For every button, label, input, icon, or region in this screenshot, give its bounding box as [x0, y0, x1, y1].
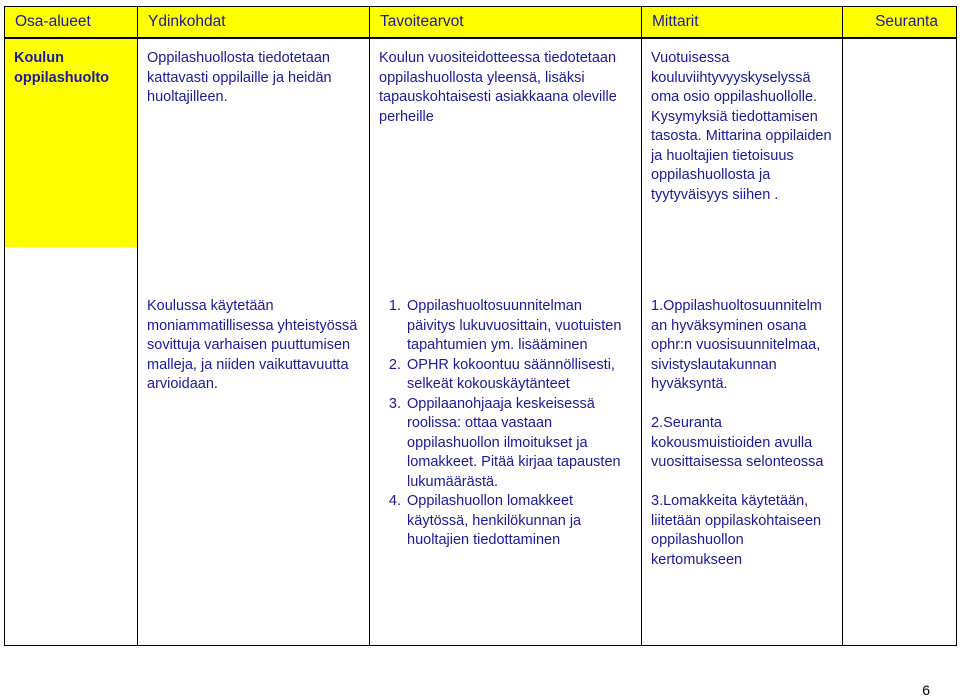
- area-cell: [5, 247, 138, 646]
- header-osa-alueet: Osa-alueet: [5, 7, 138, 39]
- follow-cell: [843, 247, 957, 646]
- list-item: 1. Oppilashuoltosuunnitelman päivitys lukuvuosittain, vuotuisten tapahtumien ym. lisääminen: [405, 297, 632, 356]
- header-mittarit: Mittarit: [642, 7, 843, 39]
- page-number: 6: [922, 682, 930, 698]
- table-row: [5, 38, 957, 247]
- list-item: 3. Oppilaanohjaaja keskeisessä roolissa: ottaa vastaan oppilashuollon ilmoitukset ja lomakkeet. Pitää kirjaa tapausten lukumäärästä.: [405, 395, 632, 493]
- core-cell: Koulussa käytetään moniammatillisessa yhteistyössä sovittuja varhaisen puuttumisen malleja, ja niiden vaikuttavuutta arvioidaan.: [138, 247, 370, 646]
- header-tavoitearvot: Tavoitearvot: [370, 7, 642, 39]
- metric-cell: Vuotuisessa kouluviihtyvyyskyselyssä oma osio oppilashuollolle. Kysymyksiä tiedottamisen tasosta. Mittarina oppilaiden ja huoltajien tietoisuus oppilashuollosta ja tyytyväisyys siihen .: [642, 38, 843, 247]
- header-ydinkohdat: Ydinkohdat: [138, 7, 370, 39]
- target-cell: [370, 247, 642, 646]
- target-list: [379, 297, 632, 551]
- metric-cell: [642, 247, 843, 646]
- header-row: [5, 7, 957, 39]
- header-seuranta: Seuranta: [843, 7, 957, 39]
- metric-item: 2.Seuranta kokousmuistioiden avulla vuosittaisessa selonteossa: [651, 415, 824, 470]
- follow-cell: [843, 38, 957, 247]
- list-item: 2. OPHR kokoontuu säännöllisesti, selkeät kokouskäytänteet: [405, 356, 632, 395]
- table-row: [5, 247, 957, 646]
- target-cell: Koulun vuositeidotteessa tiedotetaan oppilashuollosta yleensä, lisäksi tapauskohtaisesti asiakkaana oleville perheille: [370, 38, 642, 247]
- metric-item: 1.Oppilashuoltosuunnitelm an hyväksyminen osana ophr:n vuosisuunnitelmaa, sivistyslautakunnan hyväksyntä.: [651, 298, 822, 392]
- core-cell: Oppilashuollosta tiedotetaan kattavasti oppilaille ja heidän huoltajilleen.: [138, 38, 370, 247]
- plan-table: [4, 6, 957, 646]
- list-item: 4. Oppilashuollon lomakkeet käytössä, henkilökunnan ja huoltajien tiedottaminen: [405, 492, 632, 551]
- metric-item: 3.Lomakkeita käytetään, liitetään oppilaskohtaiseen oppilashuollon kertomukseen: [651, 493, 822, 568]
- area-cell: Koulun oppilashuolto: [5, 38, 138, 247]
